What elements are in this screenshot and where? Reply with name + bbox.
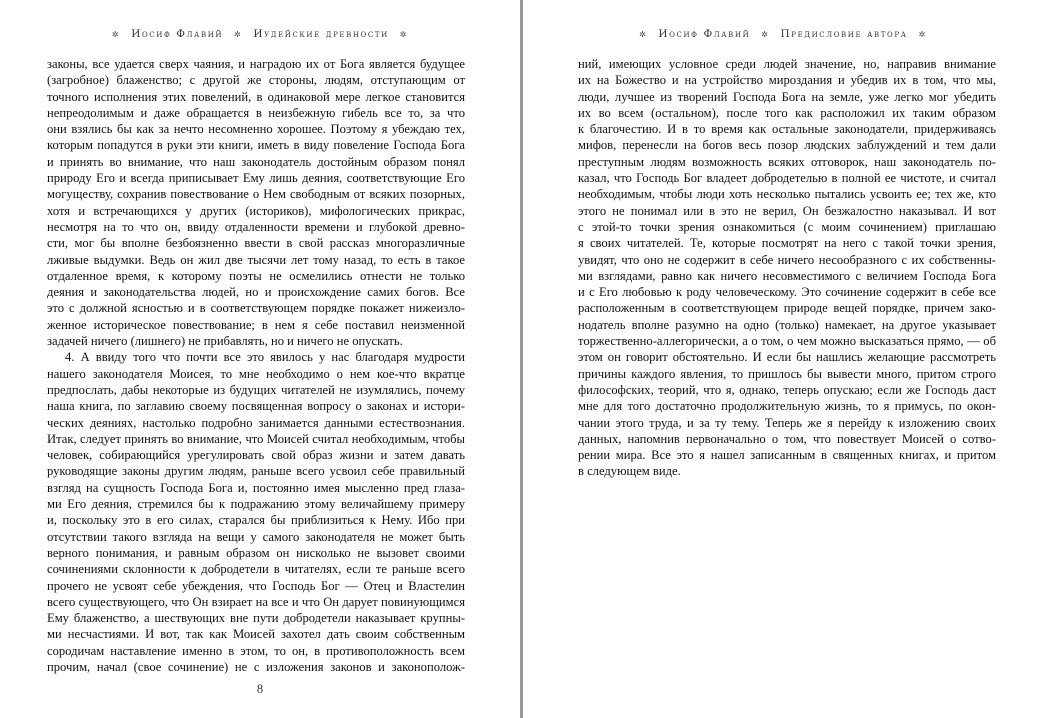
ornament-separator-icon: ✲ (234, 30, 243, 39)
text-line: необходимым, чтобы люди хоть несколько пытались усвоить ее; тех же, кто (578, 187, 996, 202)
left-page (0, 0, 520, 718)
text-line: всего существующего, что Он взирает на все и что Он дарует повинующимся (47, 594, 465, 609)
ornament-star-icon: ✲ (918, 30, 927, 39)
text-line: нашего законодателя Моисея, то мне необходимо о нем кое-что вкратце (47, 366, 465, 381)
text-line: торжественно-аллегорически, а о том, о чем можно высказаться прямо, — об (578, 334, 996, 349)
text-line: сочинениями склонности к добродетели в читателях, если те раньше всего (47, 562, 465, 577)
text-line: ми несчастиями. И вот, так как Моисей захотел дать своим собственным (47, 627, 465, 642)
text-line: увидят, что оно не содержит в себе ничего несообразного с их собственны- (578, 252, 996, 267)
text-line: и с Его любовью к роду человеческому. Это сочинение содержит в себе все (578, 285, 996, 300)
text-line: рении мира. Все это я нашел записанным в священных книгах, и притом (578, 448, 996, 463)
text-line: ний, имеющих условное среди людей значение, но, направив внимание (578, 57, 996, 71)
text-line: казал, что Господь Бог владеет добродетелью в полной ее чистоте, и считал (578, 171, 996, 186)
text-line: это с должной ясностью и в соответствующем порядке покажет нижеизло- (47, 301, 465, 316)
text-line: Итак, следует принять во внимание, что Моисей считал необходимым, чтобы (47, 431, 465, 446)
page-number: 8 (256, 682, 264, 696)
text-line: могуществу, сохранив повествование о Нем свободным от всяких позорных, (47, 187, 465, 202)
text-line: прочего не усвоят себе убеждения, что Господь Бог — Отец и Властелин (47, 578, 465, 593)
running-head-title: Иудейские древности (253, 28, 389, 40)
running-head-right (523, 28, 1043, 40)
text-line: и, поскольку это в его силах, старался бы приблизиться к Нему. Ибо при (47, 513, 465, 528)
text-line: руководящие законы другим людям, раньше всего усвоил себе правильный (47, 464, 465, 479)
right-page (523, 0, 1043, 718)
text-line: ми Его деяния, стремился бы к подражанию этому величайшему примеру (47, 497, 465, 512)
text-line: которым попадутся в руки эти книги, иметь в виду повеление Господа Бога (47, 138, 465, 153)
running-head-author: Иосиф Флавий (131, 28, 224, 40)
running-head-title: Предисловие автора (780, 28, 908, 40)
text-line: нодатель вполне разумно на одно (только) намекает, на другое указывает (578, 317, 996, 332)
text-line: расположенным в соответствующем природе вещей порядке, причем зако- (578, 301, 996, 316)
text-line: непреодолимым и даже обращается в неизбежную гибель все то, за что (47, 105, 465, 120)
text-line: точного исполнения этих повелений, в одинаковой мере легкое становится (47, 89, 465, 104)
ornament-separator-icon: ✲ (761, 30, 770, 39)
text-line: их на Божество и на устройство мироздания и убедив их в том, что мы, (578, 73, 996, 88)
running-head-left (0, 28, 520, 40)
text-line: взгляд на сущность Господа Бога и, постоянно имея мысленно пред глаза- (47, 480, 465, 495)
text-line: они взялись бы как за нечто несомненно хорошее. Поэтому я убеждаю тех, (47, 122, 465, 137)
text-line: хотя и встречающихся у других (историков), мифологических прикрас, (47, 203, 465, 218)
text-line: несмотря на то что он, ввиду отдаленности времени и глубокой древно- (47, 219, 465, 234)
text-line: этого не понимал или в это не верил, Он безжалостно наказывал. И вот (578, 203, 996, 218)
text-line: мне для того достаточно продолжительную жизнь, то я примусь, по окон- (578, 399, 996, 414)
text-line: верного понимания, и равным образом он нисколько не вызовет своими (47, 545, 465, 560)
text-line: 4. А ввиду того что почти все это явилось у нас благодаря мудрости (65, 350, 465, 365)
ornament-star-icon: ✲ (111, 30, 121, 39)
text-line: философских, теорий, что я, однако, теперь опускаю; если же Господь даст (578, 382, 996, 397)
text-line: сородичам наставление именно в этом, то он, в противоположность всем (47, 643, 465, 658)
text-line: люди, лучшее из творений Господа Бога на земле, уже легко мог убедить (578, 89, 996, 104)
text-line: к благочестию. И в то время как остальные законодатели, придерживаясь (578, 122, 996, 137)
text-line: их во всем (остальном), после того как расположил их таким образом (578, 105, 996, 120)
ornament-star-icon: ✲ (399, 30, 409, 39)
text-line: деяния и законодательства людей, но и происхождение самих богов. Все (47, 285, 465, 300)
text-line: и принять во внимание, что наш законодатель достойным образом понял (47, 154, 465, 169)
running-head-author: Иосиф Флавий (658, 28, 751, 40)
text-line: ческих деяниях, настолько подробно занимается данными естествознания. (47, 415, 465, 430)
text-line: отсутствии такого взгляда на вещи у самого законодателя не может быть (47, 529, 465, 544)
text-line: с этой-то точки зрения ознакомиться (с моим сочинением) приглашаю (578, 219, 996, 234)
text-line: сти, мог бы вполне безбоязненно ввести в свой рассказ многоразличные (47, 236, 465, 251)
text-line: отдаленное время, к которому поэты не осмелились отнести не только (47, 268, 465, 283)
body-text-right (578, 56, 996, 480)
text-line: в следующем виде. (578, 464, 681, 479)
text-line: этом он говорит обстоятельно. И если бы нашлись желающие рассмотреть (578, 350, 996, 365)
text-line: человек, собирающийся урегулировать свой образ жизни и затем давать (47, 448, 465, 463)
text-line: чании этого труда, и за ту тему. Теперь же я перейду к изложению своих (578, 415, 996, 430)
text-line: (загробное) блаженство; с другой же стороны, людям, отступающим от (47, 73, 465, 88)
text-line: прочим, начал (свое сочинение) не с изложения законов и законополож- (47, 659, 465, 674)
text-line: мифов, перенесли на богов весь позор людских заблуждений и тем дали (578, 138, 996, 153)
body-text-left (47, 56, 465, 675)
text-line: задачей ничего (лишнего) не прибавлять, но и ничего не опускать. (47, 334, 403, 349)
text-line: предпослать, дабы некоторые из будущих читателей не изумлялись, почему (47, 382, 465, 397)
text-line: Ему блаженство, а шествующих вне пути добродетели наказывает крупны- (47, 611, 465, 626)
text-line: преступным людям возможность всяких отговорок, наш законодатель по- (578, 154, 996, 169)
text-line: женное историческое повествование; в нем я себе поставил неизменной (47, 317, 465, 332)
text-line: данных, напомнив первоначально о том, что повествует Моисей о сотво- (578, 431, 996, 446)
text-line: наша книга, по заглавию своему посвященная вопросу о законах и истори- (47, 399, 465, 414)
ornament-star-icon: ✲ (639, 30, 648, 39)
text-line: я своих читателей. Те, которые посмотрят на него с такой точки зрения, (578, 236, 996, 251)
text-line: причины каждого явления, то пришлось бы вывести много, притом строго (578, 366, 996, 381)
text-line: лживые выдумки. Ведь он жил две тысячи лет тому назад, то есть в такое (47, 252, 465, 267)
text-line: ми взглядами, равно как ничего несовместимого с величием Господа Бога (578, 268, 996, 283)
text-line: законы, все удается сверх чаяния, и наградою их от Бога является будущее (47, 57, 465, 71)
text-line: природу Его и всегда приписывает Ему лишь деяния, соответствующие Его (47, 171, 465, 186)
